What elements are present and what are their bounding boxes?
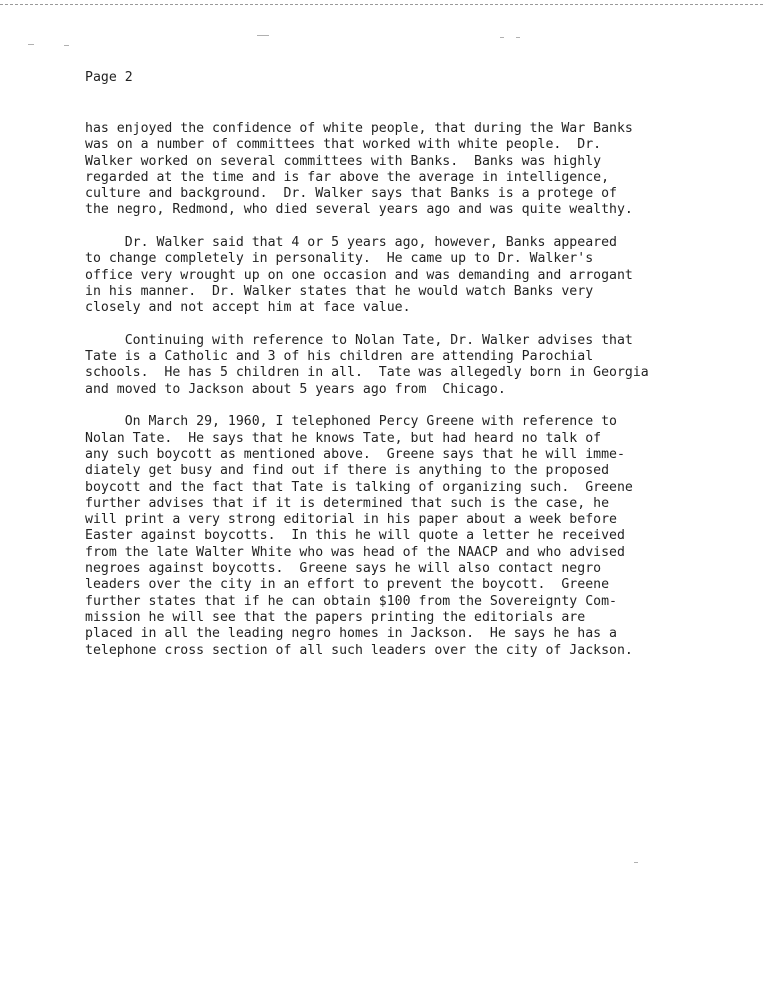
text-line: to change completely in personality. He came up to Dr. Walker's [85,251,594,267]
text-line: culture and background. Dr. Walker says that Banks is a protege of [85,186,617,202]
text-line: has enjoyed the confidence of white people, that during the War Banks [85,121,633,136]
text-line: any such boycott as mentioned above. Greene says that he will imme- [85,446,625,462]
text-line: diately get busy and find out if there is anything to the proposed [85,463,610,479]
text-line: was on a number of committees that worked with white people. Dr. [85,137,602,153]
text-line: Dr. Walker said that 4 or 5 years ago, however, Banks appeared [85,235,617,251]
scan-speck [634,862,638,863]
scan-speck [516,37,520,38]
scan-speck [257,35,269,36]
text-line: and moved to Jackson about 5 years ago from Chicago. [85,381,506,397]
text-line: leaders over the city in an effort to prevent the boycott. Greene [85,577,610,593]
scan-speck [64,45,69,46]
text-line: negroes against boycotts. Greene says he will also contact negro [85,561,602,577]
text-line: further states that if he can obtain $100 from the Sovereignty Com- [85,593,617,609]
text-line: will print a very strong editorial in his paper about a week before [85,512,617,528]
text-line: closely and not accept him at face value. [85,300,411,316]
text-line: placed in all the leading negro homes in Jackson. He says he has a [85,626,617,642]
text-line: On March 29, 1960, I telephoned Percy Greene with reference to [85,414,617,430]
paragraph [85,333,745,398]
page-number: Page 2 [85,70,133,85]
paragraph [85,121,745,219]
scan-speck [500,37,504,38]
text-line: Tate is a Catholic and 3 of his children are attending Parochial [85,349,594,365]
text-line: the negro, Redmond, who died several years ago and was quite wealthy. [85,202,633,218]
text-line: Nolan Tate. He says that he knows Tate, but had heard no talk of [85,430,602,446]
text-line: telephone cross section of all such leaders over the city of Jackson. [85,642,633,658]
text-line: Continuing with reference to Nolan Tate, Dr. Walker advises that [85,332,633,348]
scan-speck [28,44,34,45]
text-line: Walker worked on several committees with Banks. Banks was highly [85,153,602,169]
text-line: Easter against boycotts. In this he will quote a letter he received [85,528,625,544]
text-line: mission he will see that the papers printing the editorials are [85,609,586,625]
paragraph [85,414,745,658]
text-line: schools. He has 5 children in all. Tate was allegedly born in Georgia [85,365,649,381]
text-line: in his manner. Dr. Walker states that he would watch Banks very [85,283,594,299]
text-line: further advises that if it is determined that such is the case, he [85,495,610,511]
paragraph [85,235,745,316]
document-body [85,121,745,675]
text-line: regarded at the time and is far above the average in intelligence, [85,169,610,185]
text-line: from the late Walter White who was head of the NAACP and who advised [85,544,625,560]
text-line: office very wrought up on one occasion and was demanding and arrogant [85,267,633,283]
text-line: boycott and the fact that Tate is talking of organizing such. Greene [85,479,633,495]
page-top-edge [0,4,763,5]
